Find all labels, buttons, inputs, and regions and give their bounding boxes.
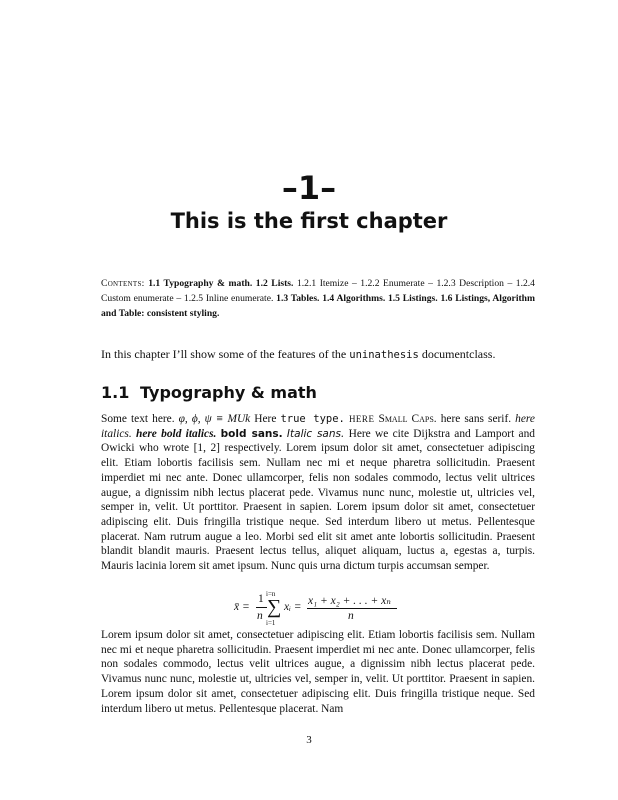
- p1-text-5: here sans serif.: [436, 413, 516, 425]
- equation-lhs: x̄ =: [234, 601, 250, 613]
- intro-text-after: documentclass.: [418, 347, 496, 361]
- equation-xi: xᵢ =: [284, 601, 302, 613]
- p1-text-2: Here: [250, 413, 281, 425]
- p1-caps: HERE: [348, 414, 375, 424]
- paragraph-1: [101, 412, 535, 574]
- chapter-contents: [101, 276, 535, 321]
- intro-code: uninathesis: [349, 349, 419, 361]
- equation-numerator: x₁ + x₂ + . . . + xₙ: [308, 595, 391, 607]
- contents-subsections: 1.2.1 Itemize – 1.2.2 Enumerate – 1.2.3 Description – 1.2.4 Custom enumerate – 1.2.5 Inline enumerate.: [101, 278, 535, 304]
- equation-sum: ∑: [267, 596, 282, 618]
- chapter-title: This is the first chapter: [170, 209, 448, 233]
- equation-n-2: n: [348, 610, 354, 622]
- p1-italic-sans: Italic sans.: [286, 427, 345, 440]
- section-heading: [101, 382, 535, 404]
- paragraph-2: Lorem ipsum dolor sit amet, consectetuer adipiscing elit. Etiam lobortis facilisis sem. Nullam nec mi et neque pharetra sollicitudin. Praesent imperdiet mi nec ante. Donec ullamcorper, felis non sodales commodo, lectus velit ultrices augue, a dignissim nibh lectus placerat pede. Vivamus nunc nunc, molestie ut, ultricies vel, semper in, velit. Ut porttitor. Praesent in sapien. Lorem ipsum dolor sit amet, consectetuer adipiscing elit. Duis fringilla tristique neque. Sed interdum libero ut metus. Pellentesque placerat. Nam: [101, 629, 535, 715]
- intro-text-before: In this chapter I’ll show some of the features of the: [101, 347, 350, 361]
- equation-one: 1: [258, 593, 264, 605]
- contents-section-1-1: 1.1 Typography & math.: [148, 278, 253, 289]
- page-number: 3: [306, 734, 312, 746]
- p1-smallcaps: Small Caps.: [378, 413, 437, 425]
- p1-bold-sans: bold sans.: [220, 427, 283, 440]
- intro-paragraph: [101, 346, 535, 364]
- section-title: Typography & math: [140, 383, 317, 402]
- p1-text-1: Some text here.: [101, 413, 179, 425]
- equation-fraction-bar-2: [307, 608, 397, 609]
- equation-sum-lower: i=1: [266, 619, 276, 627]
- equation-sum-upper: i=n: [266, 590, 276, 598]
- p1-truetype: true type.: [280, 413, 345, 425]
- contents-section-1-2: 1.2 Lists.: [255, 278, 294, 289]
- equation-fraction-bar-1: [256, 607, 267, 608]
- mean-equation: [0, 590, 618, 626]
- equation-n-1: n: [257, 610, 263, 622]
- p1-text-9: Here we cite Dijkstra and Lamport and Owicki who wrote [1, 2] respectively. Lorem ipsum dolor sit amet, consectetuer adipiscing elit. Etiam lobortis facilisis sem. Nullam nec mi et neque pharetra sollicitudin. Praesent imperdiet mi nec ante. Donec ullamcorper, felis non sodales commodo, lectus velit ultrices augue, a dignissim nibh lectus placerat pede. Vivamus nunc nunc, molestie ut, ultricies vel, semper in, velit. Ut porttitor. Praesent in sapien. Lorem ipsum dolor sit amet, consectetuer adipiscing elit. Duis fringilla tristique neque. Sed interdum libero ut metus. Pellentesque placerat. Nam rutrum augue a leo. Morbi sed elit sit amet ante lobortis sollicitudin. Praesent blandit blandit mauris. Praesent lectus tellus, aliquet aliquam, luctus a, egestas a, turpis. Mauris lacinia lorem sit amet ipsum. Nunc quis urna dictum turpis accumsan semper.: [101, 427, 535, 573]
- contents-label: Contents:: [101, 278, 145, 289]
- p1-italic: here italics.: [101, 413, 535, 440]
- contents-sections-rest: 1.3 Tables. 1.4 Algorithms. 1.5 Listings. 1.6 Listings, Algorithm and Table: consistent styling.: [101, 293, 536, 319]
- chapter-number: –1–: [281, 169, 337, 207]
- p1-bold-italic: here bold italics.: [135, 427, 217, 440]
- p1-math: φ, ϕ, ψ ≡ MUk: [178, 413, 251, 425]
- section-number: 1.1: [101, 383, 130, 402]
